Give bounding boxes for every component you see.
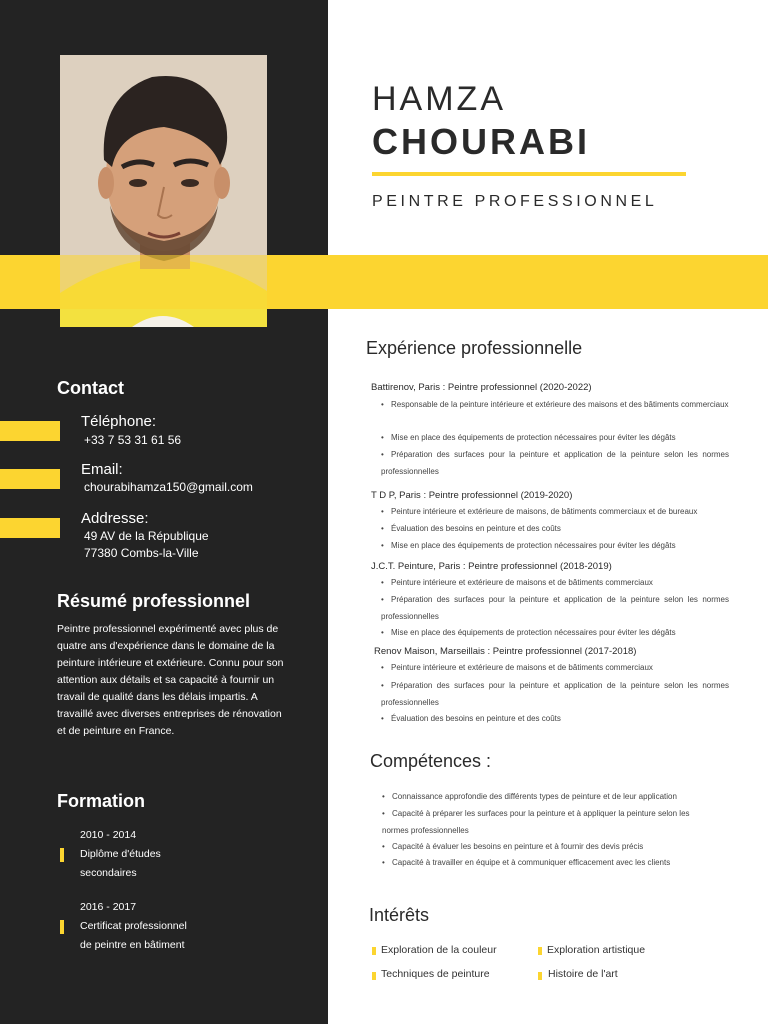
job-bullet: • Peinture intérieure et extérieure de maisons, de bâtiments commerciaux et de bureaux [381,507,698,516]
skill-item: • Capacité à travailler en équipe et à communiquer efficacement avec les clients [382,858,671,867]
address-line1: 49 AV de la République [84,529,209,543]
job-title-line: Renov Maison, Marseillais : Peintre professionnel (2017-2018) [374,646,637,657]
job-bullet: • Mise en place des équipements de protection nécessaires pour éviter les dégâts [381,628,676,637]
job-bullet: • Préparation des surfaces pour la peinture et application de la peinture selon les normes professionnelles [381,450,729,476]
education-heading: Formation [57,791,145,811]
experience-heading: Expérience professionnelle [366,338,583,358]
job-title-line: Battirenov, Paris : Peintre professionnel (2020-2022) [371,382,592,393]
email-accent-bar [0,469,60,489]
job-title: PEINTRE PROFESSIONNEL [372,193,658,210]
job-bullet: • Mise en place des équipements de protection nécessaires pour éviter les dégâts [381,433,676,442]
interest-accent-tick [538,972,542,980]
skills-heading: Compétences : [370,751,492,771]
phone-label: Téléphone: [81,413,157,430]
job-title-line: J.C.T. Peinture, Paris : Peintre professionnel (2018-2019) [371,561,612,572]
contact-heading: Contact [57,378,124,398]
interest-accent-tick [372,972,376,980]
phone-accent-bar [0,421,60,441]
address-label: Addresse: [81,510,149,527]
first-name: HAMZA [372,80,506,118]
education-degree-line1: Diplôme d'études [80,848,161,860]
education-degree-line1: Certificat professionnel [80,920,187,932]
photo-accent-overlay [60,255,267,309]
interest-item: Exploration de la couleur [381,944,497,956]
interest-item: Exploration artistique [547,944,646,956]
address-line2: 77380 Combs-la-Ville [84,546,199,560]
job-bullet: • Peinture intérieure et extérieure de maisons et de bâtiments commerciaux [381,663,653,672]
education-degree-line2: de peintre en bâtiment [80,939,185,951]
email-value[interactable]: chourabihamza150@gmail.com [84,480,253,494]
education-degree-line2: secondaires [80,867,137,879]
skill-item: • Capacité à évaluer les besoins en peinture et à fournir des devis précis [382,842,644,851]
address-accent-bar [0,518,60,538]
education-accent-tick [60,920,64,934]
job-bullet: • Peinture intérieure et extérieure de maisons et de bâtiments commerciaux [381,578,653,587]
interest-accent-tick [538,947,542,955]
phone-value[interactable]: +33 7 53 31 61 56 [84,433,182,447]
job-title-line: T D P, Paris : Peintre professionnel (2019-2020) [371,490,573,501]
interest-accent-tick [372,947,376,955]
job-bullet: • Préparation des surfaces pour la peinture et application de la peinture selon les normes professionnelles [381,595,729,621]
job-bullet: • Responsable de la peinture intérieure et extérieure des maisons et des bâtiments commerciaux [381,400,729,409]
interests-heading: Intérêts [369,905,430,925]
education-years: 2016 - 2017 [80,901,137,913]
job-bullet: • Mise en place des équipements de protection nécessaires pour éviter les dégâts [381,541,676,550]
interest-item: Techniques de peinture [381,968,490,980]
summary-text: Peintre professionnel expérimenté avec plus de quatre ans d'expérience dans le domaine de la peinture intérieure et extérieure. Connu pour son attention aux détails et sa capacité à fournir un travail de qualité dans les délais impartis. A travaillé avec diverses entreprises de rénovation et de peinture en France. [57,623,284,737]
education-years: 2010 - 2014 [80,829,137,841]
email-label: Email: [81,461,123,478]
interest-item: Histoire de l'art [548,968,618,980]
skill-item: • Connaissance approfondie des différents types de peinture et de leur application [382,792,677,801]
job-bullet: • Évaluation des besoins en peinture et des coûts [381,714,561,723]
name-underline [372,172,686,176]
job-bullet: • Évaluation des besoins en peinture et des coûts [381,524,561,533]
skill-item: • Capacité à préparer les surfaces pour la peinture et à appliquer la peinture selon les normes professionnelles [382,809,690,835]
summary-heading: Résumé professionnel [57,591,251,611]
education-accent-tick [60,848,64,862]
job-bullet: • Préparation des surfaces pour la peinture et application de la peinture selon les normes professionnelles [381,681,729,707]
last-name: CHOURABI [372,121,590,162]
